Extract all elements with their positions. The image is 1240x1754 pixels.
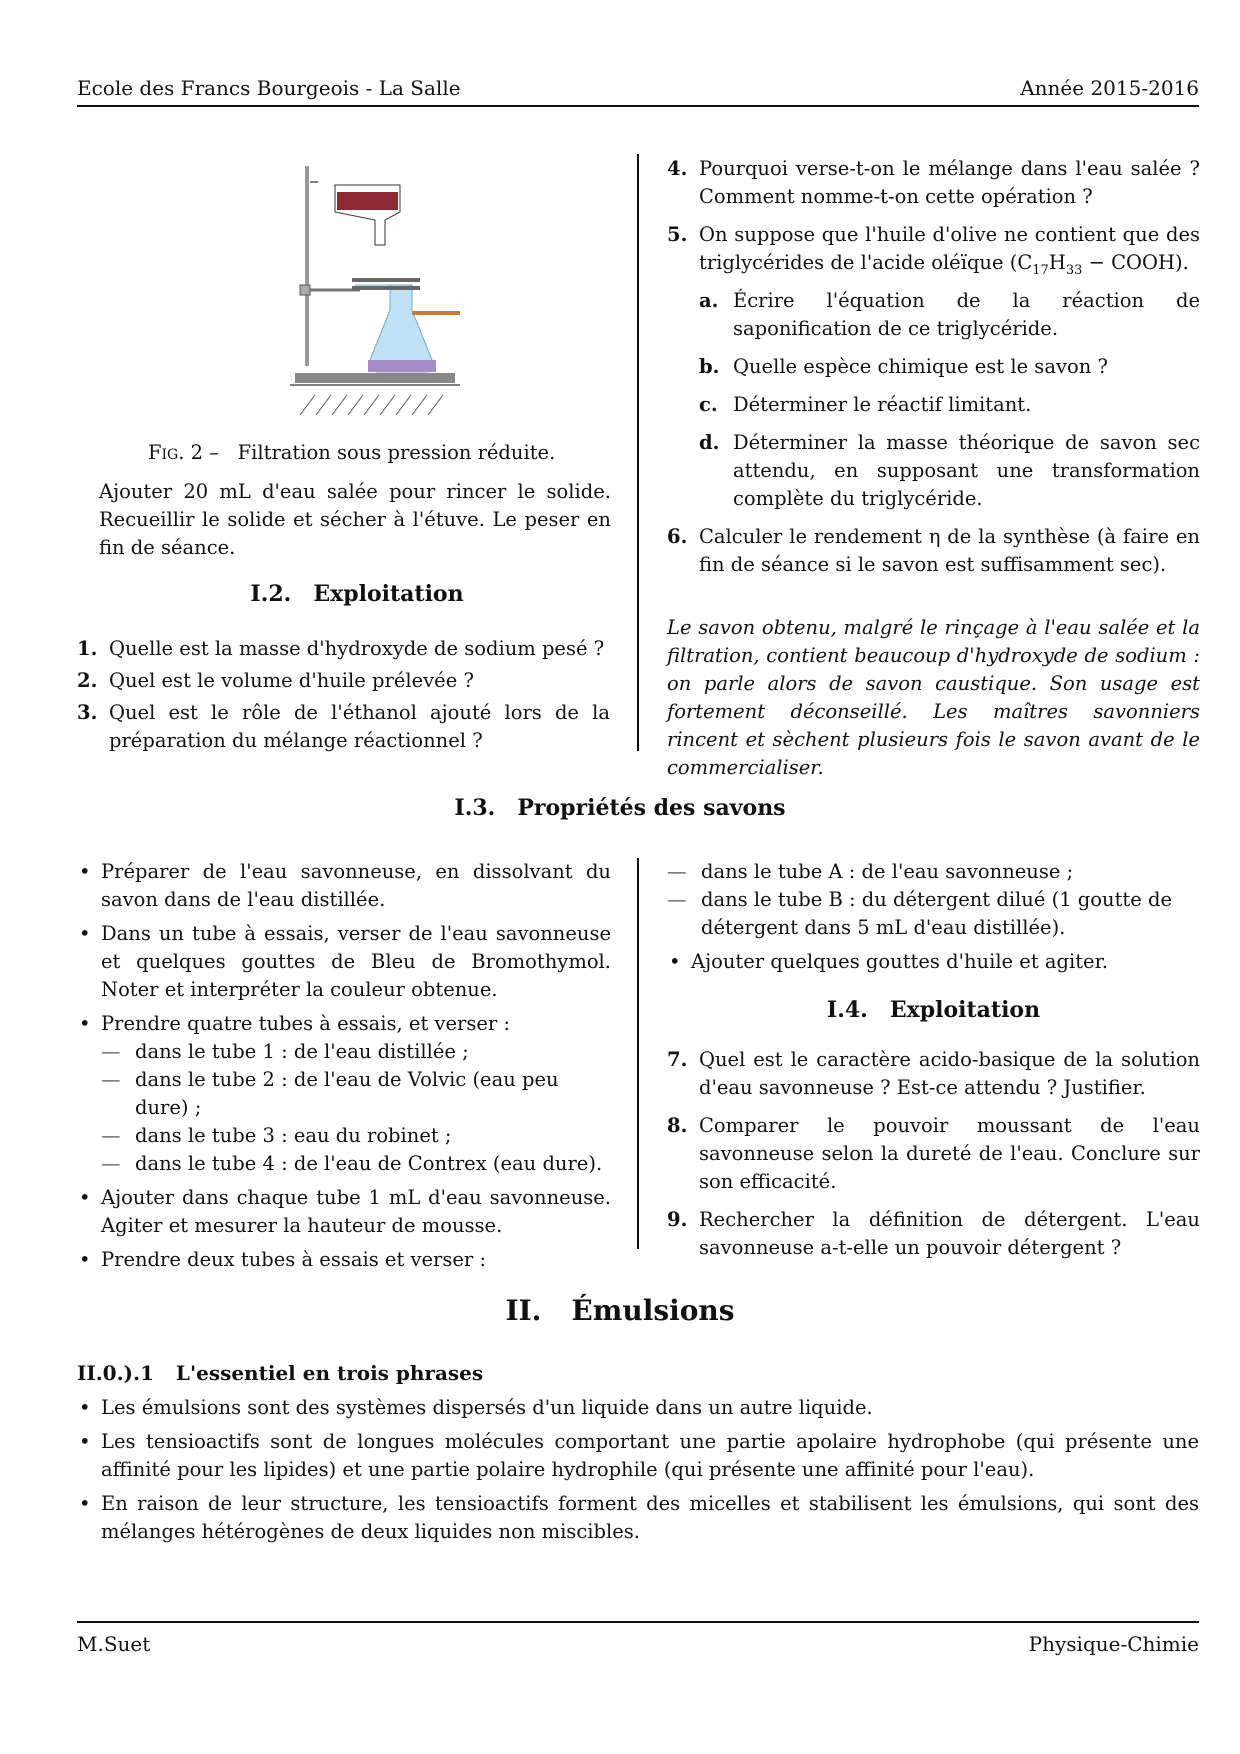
column-divider — [637, 154, 639, 751]
caption-text: Filtration sous pression réduite. — [237, 441, 556, 464]
footer-rule — [77, 1621, 1199, 1623]
question: 2. Quel est le volume d'huile prélevée ? — [77, 669, 474, 692]
question-7: 7. Quel est le caractère acido-basique de la solution d'eau savonneuse ? Est-ce attendu ? Justifier. — [667, 1048, 1200, 1099]
footer-subject: Physique-Chimie — [1028, 1632, 1199, 1656]
question: 3. Quel est le rôle de l'éthanol ajouté lors de la préparation du mélange réactionnel ? — [77, 701, 610, 752]
bullet: • Prendre quatre tubes à essais, et verser : — [77, 1010, 611, 1038]
bullet: • Dans un tube à essais, verser de l'eau savonneuse et quelques gouttes de Bleu de Bromothymol. Noter et interpréter la couleur obtenue. — [77, 920, 611, 1004]
caustic-soap-note: Le savon obtenu, malgré le rinçage à l'eau salée et la filtration, contient beaucoup d'hydroxyde de sodium : on parle alors de savon caustique. Son usage est fortement déconseillé. Les maîtres savonniers rincent et sèchent plusieurs fois le savon avant de le commercialiser. — [667, 616, 1200, 779]
header-rule — [77, 105, 1199, 107]
bullet: • Préparer de l'eau savonneuse, en dissolvant du savon dans de l'eau distillée. — [77, 858, 611, 914]
header-year: Année 2015-2016 — [1020, 76, 1199, 100]
bullet: • Ajouter quelques gouttes d'huile et agiter. — [667, 948, 1200, 976]
tube-item: — dans le tube A : de l'eau savonneuse ; — [667, 858, 1200, 886]
rinse-paragraph: Ajouter 20 mL d'eau salée pour rincer le solide. Recueillir le solide et sécher à l'étuve. Le peser en fin de séance. — [99, 480, 611, 559]
question-5: 5. On suppose que l'huile d'olive ne contient que des triglycérides de l'acide oléïque ($C_{17}H_{33}$ − COOH). — [667, 223, 1200, 278]
question-5b: b. Quelle espèce chimique est le savon ? — [699, 355, 1108, 378]
tube-item: — dans le tube 1 : de l'eau distillée ; — [77, 1038, 611, 1066]
caption-label: Fig. 2 – — [148, 441, 219, 464]
procedure-left — [77, 858, 611, 1280]
tube-item: — dans le tube 2 : de l'eau de Volvic (eau peu dure) ; — [77, 1066, 611, 1122]
bullet: • Ajouter dans chaque tube 1 mL d'eau savonneuse. Agiter et mesurer la hauteur de mousse. — [77, 1184, 611, 1240]
section-i2-heading: I.2. Exploitation — [250, 581, 464, 607]
bullet: • Les tensioactifs sont de longues molécules comportant une partie apolaire hydrophobe (qui présente une affinité pour les lipides) et une partie polaire hydrophile (qui présente une affinité pour l'eau). — [77, 1428, 1199, 1484]
column-divider-2 — [637, 858, 639, 1249]
question: 1. Quelle est la masse d'hydroxyde de sodium pesé ? — [77, 637, 605, 660]
section-i4-heading: I.4. Exploitation — [826, 997, 1041, 1023]
section-i3-heading: I.3. Propriétés des savons — [454, 795, 786, 821]
figure-caption — [148, 439, 555, 467]
question-9: 9. Rechercher la définition de détergent. L'eau savonneuse a-t-elle un pouvoir détergent ? — [667, 1208, 1200, 1259]
question-5a: a. Écrire l'équation de la réaction de saponification de ce triglycéride. — [699, 289, 1200, 340]
question-5d: d. Déterminer la masse théorique de savon sec attendu, en supposant une transformation complète du triglycéride. — [699, 431, 1200, 510]
footer-author: M.Suet — [77, 1632, 151, 1656]
question-6: 6. Calculer le rendement η de la synthèse (à faire en fin de séance si le savon est suffisamment sec). — [667, 525, 1200, 576]
right-column-questions — [667, 155, 1200, 589]
filtration-apparatus-figure — [290, 160, 460, 415]
tube-item: — dans le tube B : du détergent dilué (1 goutte de détergent dans 5 mL d'eau distillée). — [667, 886, 1200, 942]
header-school: Ecole des Francs Bourgeois - La Salle — [77, 76, 461, 100]
tube-item: — dans le tube 4 : de l'eau de Contrex (eau dure). — [77, 1150, 611, 1178]
section-ii-heading: II. Émulsions — [505, 1294, 735, 1327]
questions-i2 — [77, 635, 610, 765]
bullet: • En raison de leur structure, les tensioactifs forment des micelles et stabilisent les émulsions, qui sont des mélanges hétérogènes de deux liquides non miscibles. — [77, 1490, 1199, 1546]
question-5c: c. Déterminer le réactif limitant. — [699, 393, 1032, 416]
question-8: 8. Comparer le pouvoir moussant de l'eau savonneuse selon la dureté de l'eau. Conclure sur son efficacité. — [667, 1114, 1200, 1193]
bullet: • Prendre deux tubes à essais et verser : — [77, 1246, 611, 1274]
procedure-right — [667, 858, 1200, 1272]
bullet: • Les émulsions sont des systèmes dispersés d'un liquide dans un autre liquide. — [77, 1394, 1199, 1422]
tube-item: — dans le tube 3 : eau du robinet ; — [77, 1122, 611, 1150]
essentials-list — [77, 1394, 1199, 1552]
question-4: 4. Pourquoi verse-t-on le mélange dans l'eau salée ? Comment nomme-t-on cette opération ? — [667, 157, 1200, 208]
subsection-heading: II.0.).1 L'essentiel en trois phrases — [77, 1361, 484, 1385]
